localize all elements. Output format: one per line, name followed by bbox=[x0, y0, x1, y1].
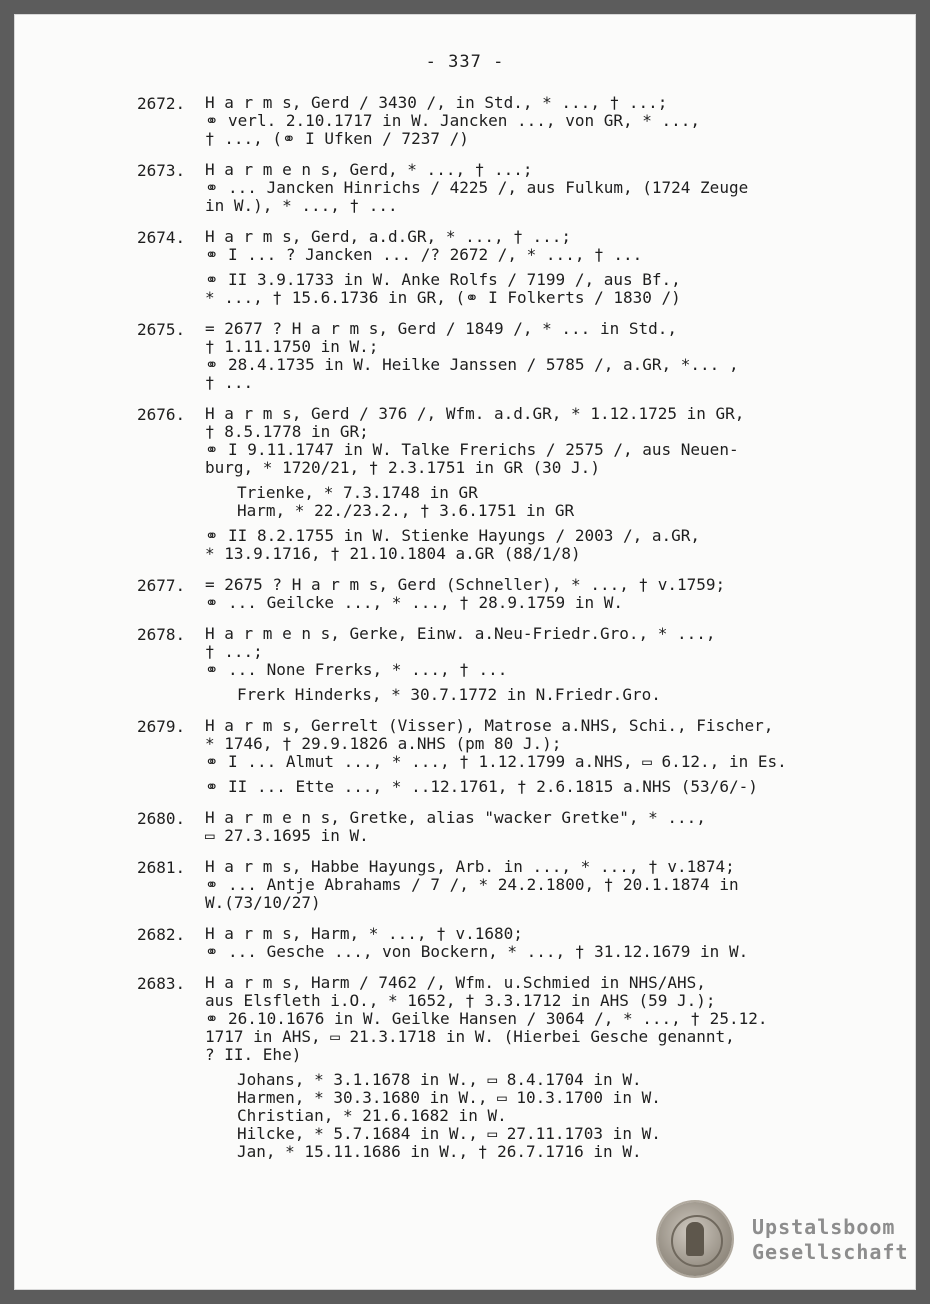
entry-line: H a r m s, Harm / 7462 /, Wfm. u.Schmied in NHS/AHS, bbox=[205, 973, 706, 992]
entry-line: Christian, * 21.6.1682 in W. bbox=[237, 1106, 507, 1125]
entry-block bbox=[205, 925, 877, 961]
entry-line: 1717 in AHS, ▭ 21.3.1718 in W. (Hierbei Gesche genannt, bbox=[205, 1027, 735, 1046]
entry-block bbox=[205, 405, 877, 477]
entry-block bbox=[205, 576, 877, 612]
genealogy-entry bbox=[137, 161, 877, 215]
entry-block bbox=[205, 858, 877, 912]
entry-line: H a r m e n s, Gretke, alias "wacker Gretke", * ..., bbox=[205, 808, 706, 827]
entry-block bbox=[205, 686, 877, 704]
entry-line: ⚭ I ... Almut ..., * ..., † 1.12.1799 a.NHS, ▭ 6.12., in Es. bbox=[205, 752, 787, 771]
entry-line: H a r m s, Gerd / 3430 /, in Std., * ..., † ...; bbox=[205, 93, 668, 112]
entry-line: Jan, * 15.11.1686 in W., † 26.7.1716 in W. bbox=[237, 1142, 642, 1161]
entry-line: ? II. Ehe) bbox=[205, 1045, 302, 1064]
entry-number: 2675. bbox=[137, 320, 186, 339]
entry-line: H a r m s, Habbe Hayungs, Arb. in ..., * ..., † v.1874; bbox=[205, 857, 735, 876]
entry-block bbox=[205, 809, 877, 845]
entry-line: Johans, * 3.1.1678 in W., ▭ 8.4.1704 in W. bbox=[237, 1070, 642, 1089]
watermark-text bbox=[752, 1215, 909, 1265]
entry-block bbox=[205, 717, 877, 771]
entry-number: 2680. bbox=[137, 809, 186, 828]
entry-number: 2673. bbox=[137, 161, 186, 180]
entry-line: Harm, * 22./23.2., † 3.6.1751 in GR bbox=[237, 501, 575, 520]
entry-line: ⚭ II 8.2.1755 in W. Stienke Hayungs / 2003 /, a.GR, bbox=[205, 526, 701, 545]
genealogy-entry bbox=[137, 576, 877, 612]
entry-line: ⚭ ... Jancken Hinrichs / 4225 /, aus Fulkum, (1724 Zeuge bbox=[205, 178, 749, 197]
entry-line: H a r m s, Harm, * ..., † v.1680; bbox=[205, 924, 523, 943]
entry-line: W.(73/10/27) bbox=[205, 893, 321, 912]
entry-line: ⚭ I 9.11.1747 in W. Talke Frerichs / 2575 /, aus Neuen- bbox=[205, 440, 739, 459]
entry-line: = 2677 ? H a r m s, Gerd / 1849 /, * ... in Std., bbox=[205, 319, 678, 338]
watermark-line-2: Gesellschaft bbox=[752, 1240, 909, 1264]
entry-line: H a r m s, Gerrelt (Visser), Matrose a.NHS, Schi., Fischer, bbox=[205, 716, 774, 735]
genealogy-entry bbox=[137, 925, 877, 961]
genealogy-entry bbox=[137, 858, 877, 912]
entry-line: = 2675 ? H a r m s, Gerd (Schneller), * ..., † v.1759; bbox=[205, 575, 726, 594]
entry-block bbox=[205, 527, 877, 563]
entry-line: † 1.11.1750 in W.; bbox=[205, 337, 379, 356]
entry-line: ⚭ 26.10.1676 in W. Geilke Hansen / 3064 /, * ..., † 25.12. bbox=[205, 1009, 768, 1028]
genealogy-entry bbox=[137, 809, 877, 845]
entry-block bbox=[205, 778, 877, 796]
entry-number: 2674. bbox=[137, 228, 186, 247]
entry-line: H a r m s, Gerd, a.d.GR, * ..., † ...; bbox=[205, 227, 572, 246]
entry-line: H a r m s, Gerd / 376 /, Wfm. a.d.GR, * 1.12.1725 in GR, bbox=[205, 404, 745, 423]
entry-line: Trienke, * 7.3.1748 in GR bbox=[237, 483, 478, 502]
entry-line: † ... bbox=[205, 373, 254, 392]
entry-line: ⚭ ... Gesche ..., von Bockern, * ..., † 31.12.1679 in W. bbox=[205, 942, 749, 961]
entry-line: ⚭ ... Antje Abrahams / 7 /, * 24.2.1800, † 20.1.1874 in bbox=[205, 875, 739, 894]
entry-block bbox=[205, 271, 877, 307]
entry-line: H a r m e n s, Gerd, * ..., † ...; bbox=[205, 160, 533, 179]
entry-line: † 8.5.1778 in GR; bbox=[205, 422, 369, 441]
entry-number: 2676. bbox=[137, 405, 186, 424]
entry-number: 2683. bbox=[137, 974, 186, 993]
entry-line: ▭ 27.3.1695 in W. bbox=[205, 826, 369, 845]
entry-line: ⚭ ... None Frerks, * ..., † ... bbox=[205, 660, 508, 679]
page-number: - 337 - bbox=[425, 52, 505, 72]
entry-line: Hilcke, * 5.7.1684 in W., ▭ 27.11.1703 in W. bbox=[237, 1124, 661, 1143]
entry-number: 2678. bbox=[137, 625, 186, 644]
entry-line: † ..., (⚭ I Ufken / 7237 /) bbox=[205, 129, 469, 148]
genealogy-entry bbox=[137, 405, 877, 563]
entry-block bbox=[205, 974, 877, 1064]
entry-line: aus Elsfleth i.O., * 1652, † 3.3.1712 in AHS (59 J.); bbox=[205, 991, 716, 1010]
entry-number: 2681. bbox=[137, 858, 186, 877]
entry-line: † ...; bbox=[205, 642, 263, 661]
entry-block bbox=[205, 161, 877, 215]
entry-block bbox=[205, 228, 877, 264]
entry-number: 2682. bbox=[137, 925, 186, 944]
entry-line: burg, * 1720/21, † 2.3.1751 in GR (30 J.) bbox=[205, 458, 600, 477]
watermark-line-1: Upstalsboom bbox=[752, 1215, 896, 1239]
entry-line: Frerk Hinderks, * 30.7.1772 in N.Friedr.Gro. bbox=[237, 685, 661, 704]
entry-line: in W.), * ..., † ... bbox=[205, 196, 398, 215]
seal-figure-icon bbox=[686, 1222, 704, 1256]
genealogy-entry bbox=[137, 320, 877, 392]
genealogy-entry bbox=[137, 717, 877, 796]
entry-block bbox=[205, 1071, 877, 1161]
entry-list bbox=[137, 94, 877, 1174]
entry-line: ⚭ verl. 2.10.1717 in W. Jancken ..., von GR, * ..., bbox=[205, 111, 701, 130]
entry-block bbox=[205, 320, 877, 392]
entry-line: Harmen, * 30.3.1680 in W., ▭ 10.3.1700 in W. bbox=[237, 1088, 661, 1107]
entry-line: * ..., † 15.6.1736 in GR, (⚭ I Folkerts / 1830 /) bbox=[205, 288, 681, 307]
entry-line: * 13.9.1716, † 21.10.1804 a.GR (88/1/8) bbox=[205, 544, 581, 563]
genealogy-entry bbox=[137, 974, 877, 1161]
entry-line: ⚭ I ... ? Jancken ... /? 2672 /, * ..., † ... bbox=[205, 245, 643, 264]
entry-line: ⚭ 28.4.1735 in W. Heilke Janssen / 5785 /, a.GR, *... , bbox=[205, 355, 739, 374]
entry-number: 2677. bbox=[137, 576, 186, 595]
genealogy-entry bbox=[137, 94, 877, 148]
entry-block bbox=[205, 484, 877, 520]
entry-block bbox=[205, 94, 877, 148]
document-page bbox=[14, 14, 916, 1290]
entry-line: H a r m e n s, Gerke, Einw. a.Neu-Friedr.Gro., * ..., bbox=[205, 624, 716, 643]
entry-number: 2672. bbox=[137, 94, 186, 113]
entry-line: ⚭ II 3.9.1733 in W. Anke Rolfs / 7199 /, aus Bf., bbox=[205, 270, 681, 289]
entry-number: 2679. bbox=[137, 717, 186, 736]
genealogy-entry bbox=[137, 625, 877, 704]
entry-line: ⚭ II ... Ette ..., * ..12.1761, † 2.6.1815 a.NHS (53/6/-) bbox=[205, 777, 758, 796]
seal-logo bbox=[658, 1202, 732, 1276]
entry-line: * 1746, † 29.9.1826 a.NHS (pm 80 J.); bbox=[205, 734, 562, 753]
entry-line: ⚭ ... Geilcke ..., * ..., † 28.9.1759 in W. bbox=[205, 593, 623, 612]
genealogy-entry bbox=[137, 228, 877, 307]
entry-block bbox=[205, 625, 877, 679]
